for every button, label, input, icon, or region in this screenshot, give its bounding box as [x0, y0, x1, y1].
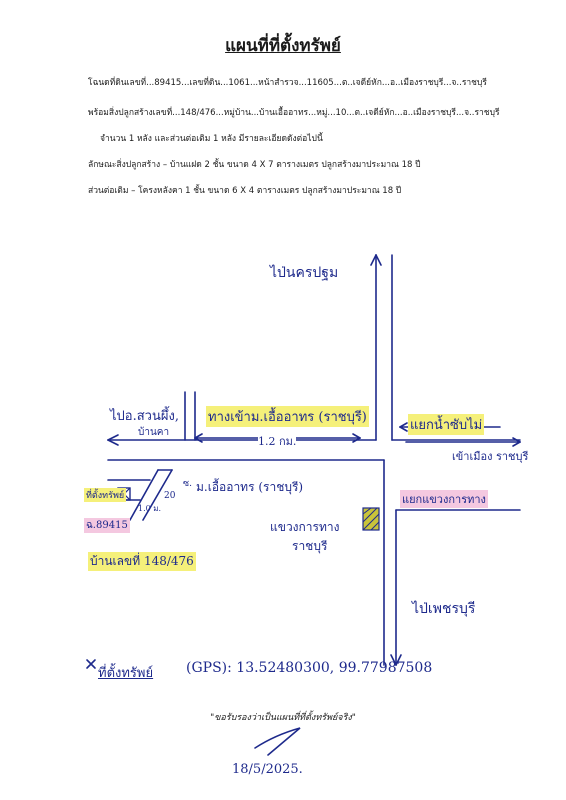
- deed-line: โฉนดที่ดินเลขที่...89415...เลขที่ดิน...1061...หน้าสำรวจ...11605...ต..เจดีย์หัก...อ..เมืองราชบุรี...จ..ราชบุรี: [88, 78, 487, 88]
- to-suan-phueng-label: ไปอ.สวนผึ้ง,: [110, 409, 179, 424]
- property-marker-label: ที่ตั้งทรัพย์: [84, 488, 126, 502]
- gps-label: (GPS): 13.52480300, 99.77987508: [186, 660, 433, 676]
- signature-date: 18/5/2025.: [232, 762, 303, 777]
- building-line: พร้อมสิ่งปลูกสร้างเลขที่...148/476...หมู่บ้าน...บ้านเอื้ออาทร...หมู่...10...ต..เจดีย์หัก...อ..เมืองราชบุรี...จ..ราชบุรี: [88, 108, 500, 118]
- location-star: [87, 660, 95, 668]
- signature-stroke: [255, 728, 300, 755]
- soi-number: 20: [164, 491, 176, 501]
- deed-number-label: ฉ.89415: [86, 520, 128, 531]
- side-measure-label: 1.0 ม.: [138, 504, 162, 513]
- certification-text: "ขอรับรองว่าเป็นแผนที่ที่ตั้งทรัพย์จริง": [210, 713, 356, 723]
- location-label: ที่ตั้งทรัพย์: [98, 666, 154, 681]
- dept-name-2: ราชบุรี: [292, 539, 328, 553]
- village-label: ม.เอื้ออาทร (ราชบุรี): [196, 480, 304, 494]
- soi-label: ซ.: [183, 479, 192, 489]
- ban-kha-label: บ้านคา: [138, 427, 170, 438]
- extension-line: ส่วนต่อเติม – โครงหลังคา 1 ชั้น ขนาด 6 X 4 ตารางเมตร ปลูกสร้างมาประมาณ 18 ปี: [88, 186, 402, 196]
- dept-intersection-label: แยกแขวงการทาง: [400, 490, 488, 508]
- dept-name-1: แขวงการทาง: [270, 520, 340, 534]
- building-type-line: ลักษณะสิ่งปลูกสร้าง – บ้านแฝด 2 ชั้น ขนาด 4 X 7 ตารางเมตร ปลูกสร้างมาประมาณ 18 ปี: [88, 160, 421, 170]
- intersection-label: แยกน้ำซับไม่: [408, 414, 484, 435]
- house-number-label: บ้านเลขที่ 148/476: [88, 552, 196, 571]
- to-city-label: เข้าเมือง ราชบุรี: [452, 450, 529, 463]
- distance-label: 1.2 กม.: [258, 432, 296, 450]
- count-line: จำนวน 1 หลัง และส่วนต่อเติม 1 หลัง มีรายละเอียดดังต่อไปนี้: [100, 134, 323, 144]
- to-nakhon-pathom-label: ไป่นครปฐม: [270, 265, 339, 281]
- to-phetchaburi-label: ไป่เพชรบุรี: [412, 601, 476, 617]
- entrance-label: ทางเข้าม.เอื้ออาทร (ราชบุรี): [206, 406, 369, 427]
- document-title: แผนที่ที่ตั้งทรัพย์: [225, 36, 341, 56]
